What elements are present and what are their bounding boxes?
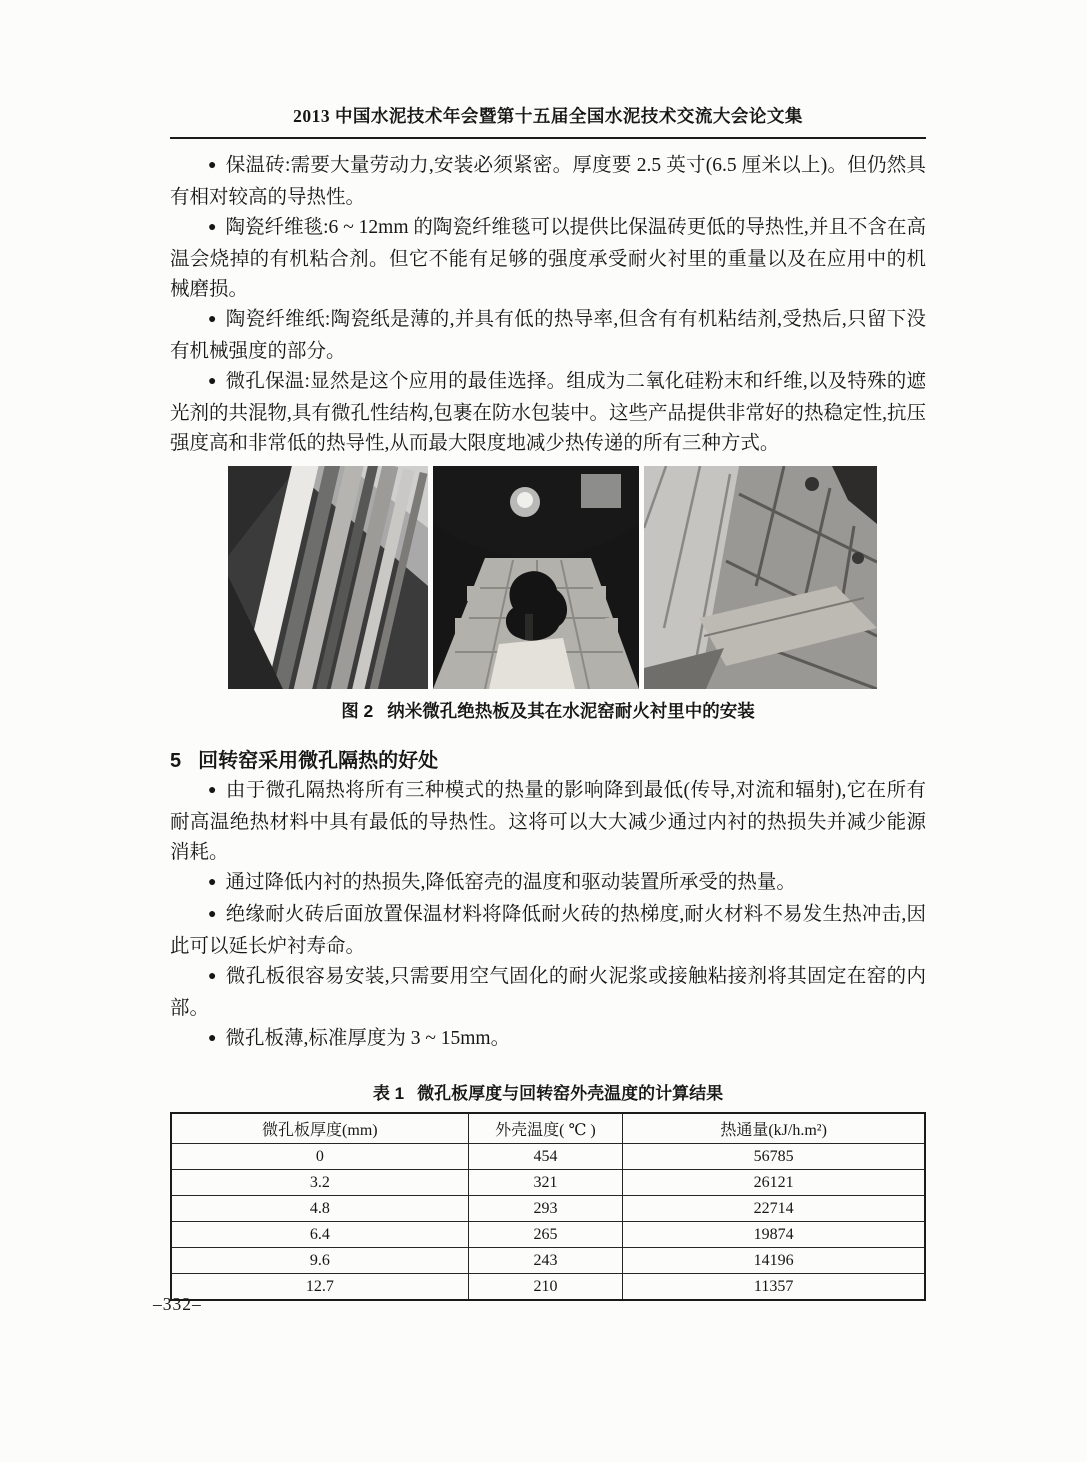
table-cell: 9.6 [171,1248,468,1274]
bullet-icon: ● [208,1031,217,1046]
column-header-thickness: 微孔板厚度(mm) [171,1113,468,1144]
column-header-heat-flux: 热通量(kJ/h.m²) [623,1113,925,1144]
paragraph-text: 绝缘耐火砖后面放置保温材料将降低耐火砖的热梯度,耐火材料不易发生热冲击,因此可以延长炉衬寿命。 [170,904,926,957]
page-number: –332– [153,1294,202,1314]
intro-bullet-list [170,151,926,459]
table-row [171,1248,925,1274]
bullet-icon: ● [208,158,217,173]
table-row [171,1144,925,1170]
table-cell: 0 [171,1144,468,1170]
bullet-icon: ● [208,220,217,235]
table-row [171,1170,925,1196]
paragraph-text: 陶瓷纤维毯:6 ~ 12mm 的陶瓷纤维毯可以提供比保温砖更低的导热性,并且不含在高温会烧掉的有机粘合剂。但它不能有足够的强度承受耐火衬里的重量以及在应用中的机械磨损。 [170,217,926,300]
table-title-text: 微孔板厚度与回转窑外壳温度的计算结果 [417,1084,724,1103]
header-rule [170,137,926,139]
table-cell: 265 [468,1222,623,1248]
figure-photo-brick-lining [644,466,877,689]
table-cell: 56785 [623,1144,925,1170]
table-cell: 4.8 [171,1196,468,1222]
table-cell: 11357 [623,1274,925,1301]
section-title: 回转窑采用微孔隔热的好处 [198,750,439,772]
table-row [171,1196,925,1222]
table-cell: 210 [468,1274,623,1301]
bullet-paragraph [170,962,926,1024]
paragraph-text: 由于微孔隔热将所有三种模式的热量的影响降到最低(传导,对流和辐射),它在所有耐高温绝热材料中具有最低的导热性。这将可以大大减少通过内衬的热损失并减少能源消耗。 [170,780,926,863]
column-header-shell-temp: 外壳温度( ℃ ) [468,1113,623,1144]
paragraph-text: 通过降低内衬的热损失,降低窑壳的温度和驱动装置所承受的热量。 [225,872,796,893]
table-1 [170,1112,926,1301]
figure-caption [170,698,926,723]
table-cell: 26121 [623,1170,925,1196]
bullet-icon: ● [208,783,217,798]
table-row [171,1274,925,1301]
table-1-title [170,1079,926,1104]
figure-label: 图 2 [341,701,374,721]
bullet-icon: ● [208,374,217,389]
table-cell: 243 [468,1248,623,1274]
paragraph-text: 陶瓷纤维纸:陶瓷纸是薄的,并具有低的热导率,但含有有机粘结剂,受热后,只留下没有机械强度的部分。 [170,309,926,362]
running-header-title: 2013 中国水泥技术年会暨第十五届全国水泥技术交流大会论文集 [293,106,803,126]
table-cell: 293 [468,1196,623,1222]
figure-photo-kiln-installation [433,466,639,689]
table-cell: 19874 [623,1222,925,1248]
bullet-paragraph [170,1024,926,1056]
bullet-icon: ● [208,969,217,984]
figure-caption-text: 纳米微孔绝热板及其在水泥窑耐火衬里中的安装 [387,701,755,721]
table-header-row [171,1113,925,1144]
section-5-bullet-list [170,776,926,1056]
bullet-paragraph [170,305,926,367]
paragraph-text: 微孔保温:显然是这个应用的最佳选择。组成为二氧化硅粉末和纤维,以及特殊的遮光剂的共混物,具有微孔性结构,包裹在防水包装中。这些产品提供非常好的热稳定性,抗压强度高和非常低的热导性,从而最大限度地减少热传递的所有三种方式。 [170,371,926,454]
table-cell: 22714 [623,1196,925,1222]
figure-2 [170,466,926,723]
table-row [171,1222,925,1248]
document-page [170,0,926,1301]
table-cell: 6.4 [171,1222,468,1248]
table-cell: 454 [468,1144,623,1170]
bullet-paragraph [170,868,926,900]
table-cell: 3.2 [171,1170,468,1196]
section-5-heading [170,744,926,773]
paragraph-text: 保温砖:需要大量劳动力,安装必须紧密。厚度要 2.5 英寸(6.5 厘米以上)。但仍然具有相对较高的导热性。 [170,155,926,208]
bullet-icon: ● [208,312,217,327]
bullet-icon: ● [208,875,217,890]
paragraph-text: 微孔板很容易安装,只需要用空气固化的耐火泥浆或接触粘接剂将其固定在窑的内部。 [170,966,926,1019]
table-cell: 321 [468,1170,623,1196]
bullet-icon: ● [208,907,217,922]
table-cell: 12.7 [171,1274,468,1301]
figure-photo-microporous-boards [228,466,428,689]
bullet-paragraph [170,213,926,305]
bullet-paragraph [170,151,926,213]
bullet-paragraph [170,776,926,868]
table-label: 表 1 [372,1084,405,1103]
section-number: 5 [170,750,182,772]
table-cell: 14196 [623,1248,925,1274]
paragraph-text: 微孔板薄,标准厚度为 3 ~ 15mm。 [225,1028,511,1049]
bullet-paragraph [170,900,926,962]
figure-photo-row [228,466,877,689]
bullet-paragraph [170,367,926,459]
